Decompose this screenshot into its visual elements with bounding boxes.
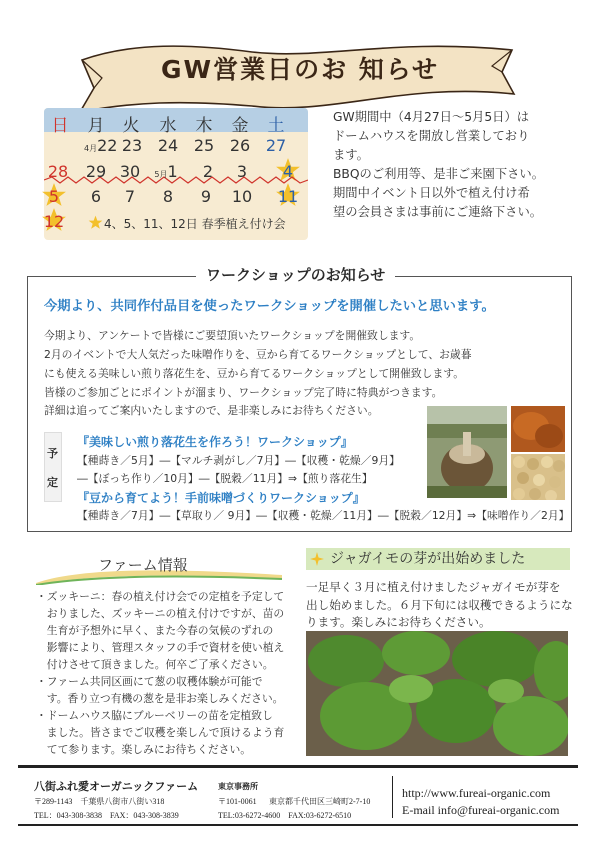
calendar-day: 6 [90,187,102,206]
weekday-wed: 水 [159,116,177,136]
tokyo-address: 東京都千代田区三崎町2-7-10 [269,797,371,806]
workshop-body-line: 詳細は追ってご案内いたしますので、是非楽しみにお待ちください。 [44,404,379,417]
farm-info-line: おりました、ズッキーニの植え付けですが、苗の [36,607,285,620]
calendar-day: 28 [47,162,69,181]
soybeans-photo [511,454,565,500]
farm-info-line: す。香り立つ有機の葱を是非お楽しみください。 [36,692,284,705]
farm-info-line: ました。皆さまでご収穫を楽しんで頂けるよう育 [36,726,285,739]
calendar-day: 29 [85,162,107,181]
potato-line: ります。楽しみにお待ちください。 [306,615,491,629]
calendar-day: 5月1 [154,162,178,181]
farm-info-line: 生育が予想外に早く、また今春の気候のずれの [36,624,274,637]
schedule-label-box [44,432,62,502]
calendar-day: 9 [200,187,212,206]
farm-info-line: ・ズッキーニ：春の植え付け会での定植を予定して [36,590,285,603]
calendar-day: 2 [202,162,214,181]
workshop-lead: 今期より、共同作付品目を使ったワークショップを開催したいと思います。 [44,299,495,314]
calendar-legend: 4、5、11、12日 春季植え付け会 [104,217,286,231]
calendar-day: 4月22 [84,136,118,155]
schedule-label: 予 [47,447,58,460]
page-title: GW営業日のお 知らせ [160,55,440,84]
calendar-day: 7 [124,187,136,206]
calendar-day: 26 [229,136,251,155]
intro-line: GW期間中（4月27日～5月5日）は [333,110,530,124]
footer-rule [18,765,578,768]
farm-name: 八街ふれ愛オーガニックファーム [34,780,199,793]
potato-line: 出し始めました。６月下旬には収穫できるようにな [306,598,573,612]
weekday-mon: 月 [87,116,105,136]
peanut-field-photo [427,406,507,498]
potato-line: 一足早く３月に植え付けましたジャガイモが芽を [306,580,561,594]
workshop-item-steps: 【種蒔き／7月】―【草取り／ 9月】―【収穫・乾燥／11月】―【脱穀／12月】⇒【味噌作り／2月】 [77,509,570,522]
workshop-body-line: にも使える美味しい煎り落花生を、豆から育てるワークショップとして開催致します。 [44,367,464,380]
calendar-day: 30 [119,162,141,181]
calendar-day: 25 [193,136,215,155]
farm-info-line: 付けさせて頂きました。何卒ご了承ください。 [36,658,274,671]
calendar-day: 12 [43,212,65,231]
potato-sprouts-photo [306,631,568,756]
workshop-body-line: 今期より、アンケートで皆様にご要望頂いたワークショップを開催致します。 [44,329,421,342]
weekday-tue: 火 [122,116,140,136]
intro-line: 期間中イベント日以外で植え付け希 [333,186,530,200]
intro-line: ドームハウスを開放し営業しており [333,129,530,143]
intro-line: ます。 [333,148,369,162]
intro-line: BBQのご利用等、是非ご来園下さい。 [333,167,545,181]
calendar-day: 24 [157,136,179,155]
farm-address: 〒289-1143 千葉県八街市八街い318 [34,797,165,806]
farm-info-title: ファーム情報 [98,556,188,574]
weekday-fri: 金 [231,116,249,136]
workshop-item-title: 『豆から育てよう！手前味噌づくりワークショップ』 [77,491,365,505]
farm-tel: TEL：043-308-3838 FAX：043-308-3839 [34,811,179,820]
farm-info-line: 影響により、管理スタッフの手で資材を使い植え [36,641,285,654]
miso-photo [511,406,565,452]
calendar-day: 3 [236,162,248,181]
schedule-label: 定 [47,476,58,489]
weekday-sat: 土 [267,116,285,136]
tokyo-tel: TEL:03-6272-4600 FAX:03-6272-6510 [218,811,352,820]
email-link[interactable]: E-mail info@fureai-organic.com [402,803,560,817]
farm-info-line: ・ドームハウス脇にブルーベリーの苗を定植致し [36,709,273,722]
farm-info-line: てて参ります。楽しみにお待ちください。 [36,743,252,756]
workshop-item-title: 『美味しい煎り落花生を作ろう！ワークショップ』 [77,435,353,449]
tokyo-office-label: 東京事務所 [218,782,258,791]
calendar-day: 27 [265,136,287,155]
weekday-thu: 木 [195,116,213,136]
workshop-body-line: 2月のイベントで大人気だった味噌作りを、豆から育てるワークショップとして、お歳暮 [44,348,472,361]
website-link[interactable]: http://www.fureai-organic.com [402,786,551,800]
workshop-item-steps: 【種蒔き／5月】―【マルチ剥がし／7月】―【収穫・乾燥／9月】 [77,454,400,467]
farm-info-line: ・ファーム共同区画にて葱の収穫体験が可能で [36,675,263,688]
workshop-item-steps: ―【ぼっち作り／10月】―【脱穀／11月】⇒【煎り落花生】 [77,472,373,485]
calendar-day: 4 [282,162,294,181]
calendar-day: 11 [277,187,299,206]
tokyo-zip: 〒101-0061 [218,797,257,806]
sparkle-icon [310,552,324,566]
intro-line: 望の会員さまは事前にご連絡下さい。 [333,205,543,219]
footer-divider [392,776,393,818]
workshop-body-line: 皆様のご参加ごとにポイントが溜まり、ワークショップ完了時に特典がつきます。 [44,386,443,399]
star-icon [88,215,103,230]
workshop-title: ワークショップのお知らせ [196,264,395,285]
footer-rule [18,824,578,826]
calendar-day: 8 [162,187,174,206]
calendar-day: 5 [48,187,60,206]
weekday-sun: 日 [51,116,69,136]
calendar-day: 23 [121,136,143,155]
calendar-day: 10 [231,187,253,206]
potato-title: ジャガイモの芽が出始めました [330,551,526,567]
